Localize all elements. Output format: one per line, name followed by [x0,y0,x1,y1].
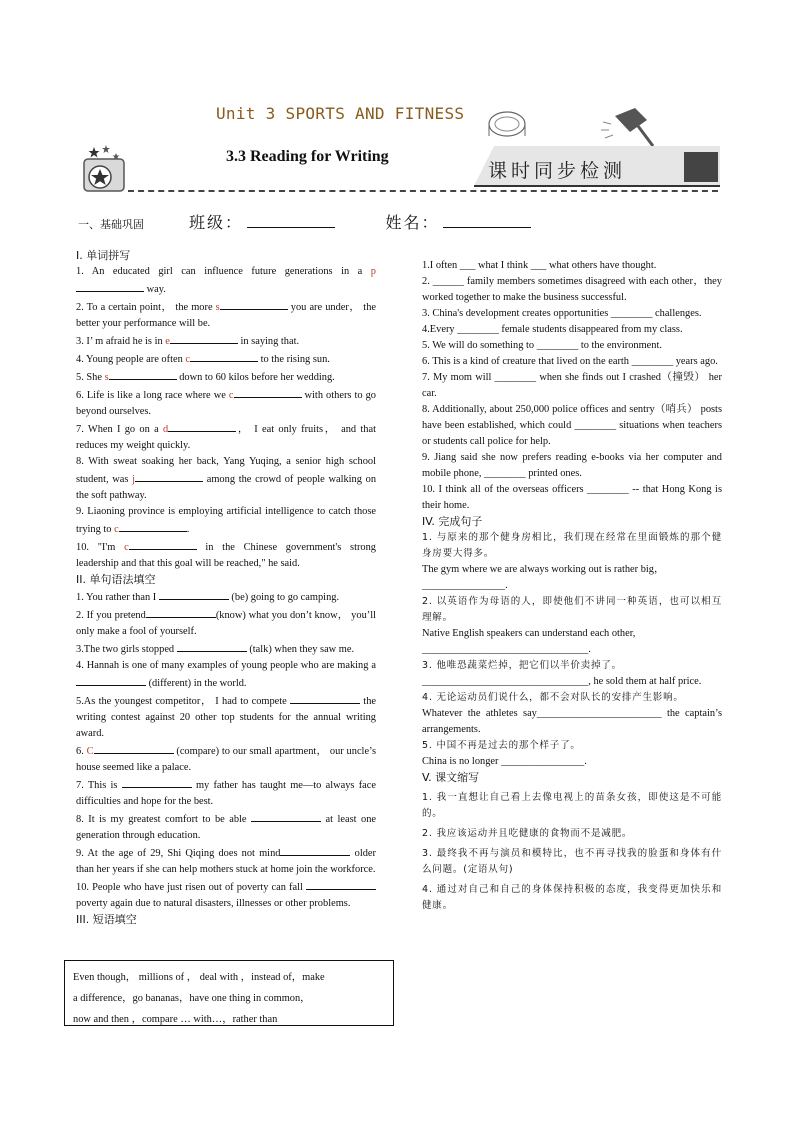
grammar-item [76,878,376,912]
spelling-item [76,386,376,420]
answer-blank[interactable] [168,420,236,432]
phrase-line: a difference，go bananas，have one thing in common， [73,993,311,1004]
item-text: (compare) to our small apartment， our uncle’s house seemed like a palace. [76,746,376,773]
item-text: in the Chinese government's strong leadership and that this goal will be reached," he said. [76,542,376,569]
phrase-item: 5. We will do something to ________ to the environment. [422,340,662,351]
star-badge-icon [80,145,128,193]
sentence-prompt-en: Native English speakers can understand each other, [422,628,636,639]
item-text: poverty again due to natural disasters, illnesses or other problems. [76,898,351,909]
item-text: 8. With sweat soaking her back, Yang Yuqing, a senior high school student, was [76,456,376,485]
spelling-item [76,298,376,332]
item-text: older than her years if she can help mothers stuck at home join the workforce. [76,848,376,875]
answer-blank[interactable] [146,606,216,618]
sentence-answer-line[interactable]: ________________. [422,580,508,591]
answer-blank[interactable] [159,588,229,600]
header-divider [128,190,718,192]
item-text: 1. You rather than I [76,592,159,603]
item-text: 6. [76,746,87,757]
spelling-item [76,332,376,350]
phrase-item: 6. This is a kind of creature that lived on the earth ________ years ago. [422,356,718,367]
item-text: 1. An educated girl can influence future generations in a [76,266,371,277]
phrase-item: 1.I often ___ what I think ___ what others have thought. [422,260,657,271]
hint-letter: s [215,302,220,313]
answer-blank[interactable] [220,298,288,310]
phrase-item: 8. Additionally, about 250,000 police offices and sentry（哨兵） posts have been established, which could ________ situations when teachers or students call police for help. [422,404,722,447]
item-text: 6. Life is like a long race where we [76,390,229,401]
spelling-item [76,420,376,454]
sentence-answer-line[interactable]: ________________________________. [422,644,591,655]
answer-blank[interactable] [76,674,146,686]
spelling-item [76,350,376,368]
answer-blank[interactable] [76,280,144,292]
grammar-item [76,606,376,640]
name-label: 姓名： [385,213,440,232]
item-text: 4. Young people are often [76,354,186,365]
summary-item: 2. 我应该运动并且吃健康的食物而不是减肥。 [422,828,633,839]
grammar-item [76,640,376,658]
sentence-prompt-cn: 3. 他唯恐蔬菜烂掉，把它们以半价卖掉了。 [422,660,622,671]
name-field[interactable] [443,216,531,228]
phrase-item: 7. My mom will ________ when she finds out I crashed（撞毁） her car. [422,372,722,399]
phrase-line: now and then ，compare … with…，rather than [73,1014,278,1025]
sentence-prompt-en: Whatever the athletes say________________________ the captain’s arrangements. [422,708,722,735]
item-text: (be) going to go camping. [228,592,340,603]
class-label: 班级： [189,213,244,232]
item-text: 5. She [76,372,105,383]
item-text: 10. "I'm [76,542,125,553]
phrase-line: Even though， millions of ， deal with ，instead of，make [73,972,325,983]
section-title: 一、基础巩固 [78,218,144,231]
item-text: 9. Liaoning province is employing artificial intelligence to catch those trying to [76,506,376,535]
sentence-prompt-cn: 1. 与原来的那个健身房相比，我们现在经常在里面锻炼的那个健身房要大得多。 [422,532,722,559]
phrase-bank [64,960,394,1026]
section-iii-title: III. 短语填空 [76,913,137,926]
hint-letter: C [86,746,94,757]
answer-blank[interactable] [306,878,376,890]
banner-text: 课时同步检测 [488,160,627,182]
section-v-title: V. 课文缩写 [422,771,480,784]
item-text: 9. At the age of 29, Shi Qiqing does not mind [76,848,281,859]
answer-blank[interactable] [119,520,187,532]
answer-blank[interactable] [280,844,350,856]
grammar-item [76,588,376,606]
item-text: with others to go beyond ourselves. [76,390,377,417]
right-column [422,258,722,914]
item-text: to the rising sun. [258,354,330,365]
hint-letter: j [132,474,136,485]
answer-blank[interactable] [129,538,197,550]
grammar-item [76,658,376,692]
item-text: 8. It is my greatest comfort to be able [76,814,252,825]
phrase-item: 9. Jiang said she now prefers reading e-books via her computer and mobile phone, ________ printed ones. [422,452,722,479]
item-text: (know) what you don’t know， you’ll only make a fool of yourself. [76,610,377,637]
spelling-item [76,264,376,298]
hint-letter: c [114,524,119,535]
item-text: at least one generation through education. [76,814,376,841]
hint-letter: c [185,354,190,365]
hint-letter: c [228,390,234,401]
grammar-item [76,810,376,844]
item-text: 2. If you pretend [76,610,146,621]
hint-letter: d [162,424,169,435]
lesson-title: 3.3 Reading for Writing [226,148,389,165]
grammar-item [76,742,376,776]
answer-blank[interactable] [251,810,321,822]
sentence-prompt-cn: 2. 以英语作为母语的人，即使他们不讲同一种英语，也可以相互理解。 [422,596,722,623]
item-text: 2. To a certain point， the more [76,302,216,313]
item-text: ， I eat only fruits， and that reduces my weight quickly. [76,424,376,451]
section-i-title: I. 单词拼写 [76,249,131,262]
item-text: in saying that. [237,336,300,347]
item-text: 7. This is [76,780,122,791]
spelling-item [76,454,376,504]
answer-blank[interactable] [109,368,177,380]
sentence-prompt-cn: 4. 无论运动员们说什么，都不会对队长的安排产生影响。 [422,692,684,703]
grammar-item [76,776,376,810]
class-field[interactable] [247,216,335,228]
item-text: way. [144,284,166,295]
item-text: 7. When I go on a [76,424,163,435]
left-column [76,248,376,928]
sentence-prompt-en: ________________________________, he sold them at half price. [422,676,702,687]
item-text: my father has taught me—to always face difficulties and hope for the best. [76,780,376,807]
phrase-item: 10. I think all of the overseas officers ________ -- that Hong Kong is their home. [422,484,722,511]
answer-blank[interactable] [135,470,203,482]
item-text: down to 60 kilos before her wedding. [176,372,335,383]
grammar-item [76,844,376,878]
hint-letter: p [370,266,376,277]
item-text: 3.The two girls stopped [76,644,177,655]
grammar-item [76,692,376,742]
item-text: 5.As the youngest competitor， I had to compete [76,696,291,707]
item-text: the writing contest against 20 other top students for the annual writing award. [76,696,376,739]
answer-blank[interactable] [190,350,258,362]
sentence-prompt-en: The gym where we are always working out is rather big， [422,564,665,575]
item-text: (talk) when they saw me. [246,644,355,655]
phrase-item: 4.Every ________ female students disappeared from my class. [422,324,683,335]
sentence-prompt-en: China is no longer ________________. [422,756,587,767]
item-text: among the crowd of people walking on the soft pathway. [76,474,377,501]
answer-blank[interactable] [290,692,360,704]
section-iv-title: IV. 完成句子 [422,515,483,528]
class-row [78,210,558,233]
hint-letter: e [165,336,170,347]
phrase-item: 2. ______ family members sometimes disagreed with each other，they worked together to make the business successful. [422,276,722,303]
answer-blank[interactable] [122,776,192,788]
hint-letter: c [124,542,129,553]
unit-title: Unit 3 SPORTS AND FITNESS [216,104,465,123]
section-ii-title: II. 单句语法填空 [76,573,156,586]
answer-blank[interactable] [177,640,247,652]
item-text: 10. People who have just risen out of poverty can fall [76,882,306,893]
item-text: 4. Hannah is one of many examples of young people who are making a [76,660,376,671]
hint-letter: s [104,372,109,383]
item-text: 3. I’ m afraid he is in [76,336,166,347]
summary-item: 1. 我一直想让自己看上去像电视上的苗条女孩，即使这是不可能的。 [422,792,722,819]
phrase-item: 3. China's development creates opportunities ________ challenges. [422,308,702,319]
item-text: you are under， the better your performance will be. [76,302,376,329]
answer-blank[interactable] [234,386,302,398]
item-text: . [186,524,190,535]
summary-item: 3. 最终我不再与演员和模特比，也不再寻找我的脸蛋和身体有什么问题。(定语从句) [422,848,722,875]
answer-blank[interactable] [170,332,238,344]
spelling-item [76,504,376,538]
item-text: (different) in the world. [146,678,247,689]
spelling-item [76,538,376,572]
summary-item: 4. 通过对自己和自己的身体保持积极的态度，我变得更加快乐和健康。 [422,884,722,911]
answer-blank[interactable] [94,742,174,754]
sentence-prompt-cn: 5. 中国不再是过去的那个样子了。 [422,740,581,751]
spelling-item [76,368,376,386]
